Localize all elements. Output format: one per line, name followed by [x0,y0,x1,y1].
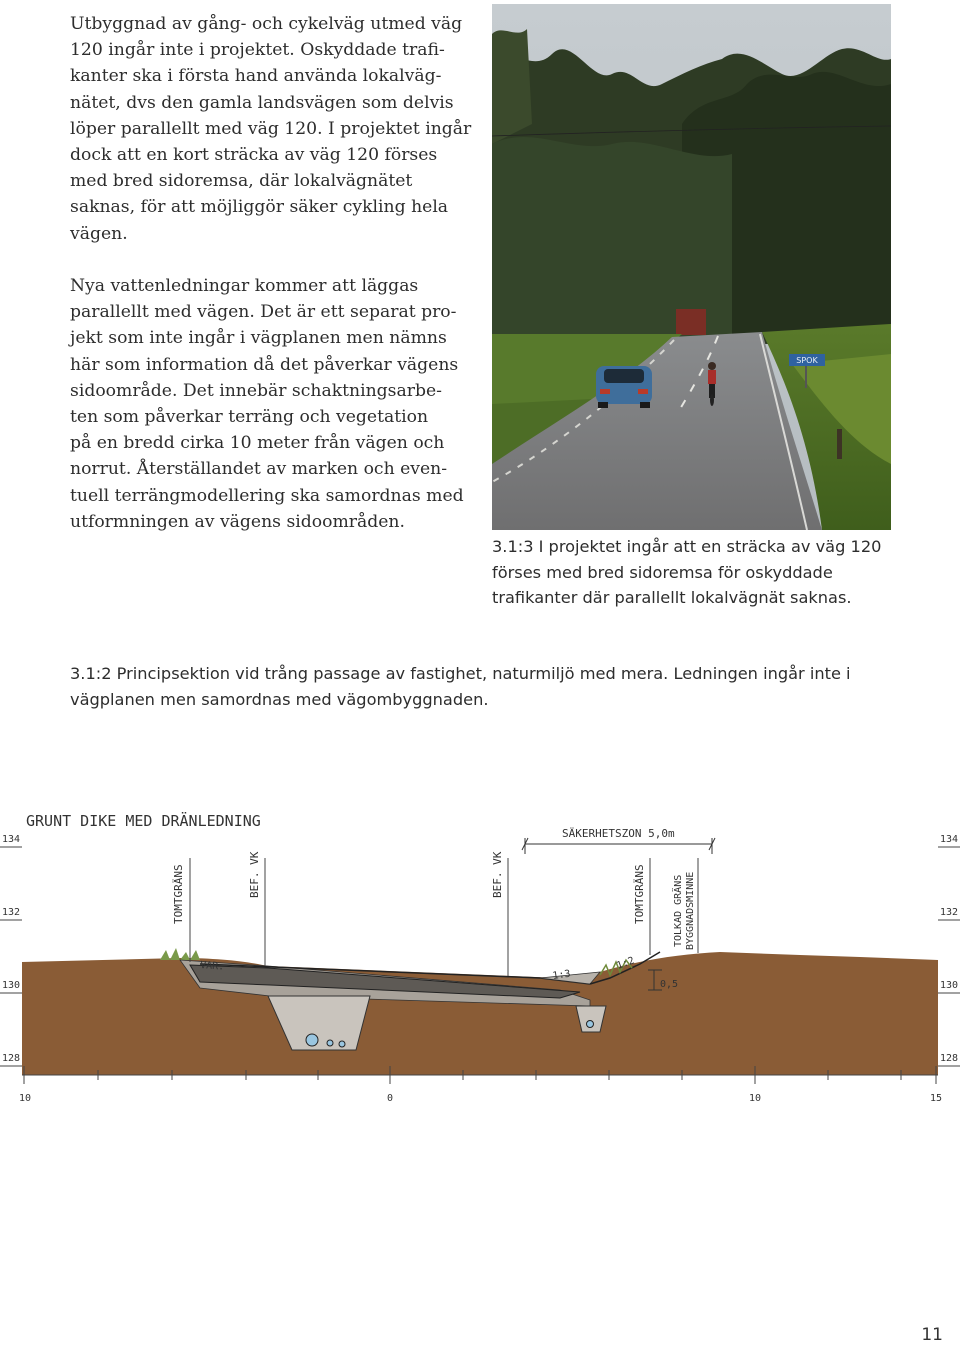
chainage-label: 15 [930,1093,943,1104]
elevation-label: 132 [940,907,959,918]
elevation-label: 132 [2,907,21,918]
text-line: Utbyggnad av gång- och cykelväg utmed väg [70,14,463,34]
text-line: norrut. Återställandet av marken och even- [70,459,448,480]
caption-line: 3.1:2 Principsektion vid trång passage av fastighet, naturmiljö med mera. Ledningen ingår inte i [70,664,851,683]
safety-zone-label: SÄKERHETSZON 5,0m [562,827,675,840]
text-line: 120 ingår inte i projektet. Oskyddade trafi- [70,40,445,61]
text-line: tuell terrängmodellering ska samordnas med [70,485,464,506]
vertical-label: TOLKAD GRÄNS [673,874,684,947]
text-line: vägen. [70,223,128,244]
text-line: sidoområde. Det innebär schaktningsarbe- [70,380,442,401]
vertical-label: TOMTGRÄNS [633,864,646,924]
elevation-label: 130 [2,980,21,991]
text-line: dock att en kort sträcka av väg 120 förses [70,145,438,166]
slope-label: VAR. [199,960,225,973]
chainage-label: 10 [19,1093,32,1104]
drawing-title: GRUNT DIKE MED DRÄNLEDNING [26,812,261,830]
text-line: här som information då det påverkar vägens [70,354,459,375]
text-line: parallellt med vägen. Det är ett separat pro- [70,302,457,323]
chainage-label: 0 [387,1093,394,1104]
caption-line: förses med bred sidoremsa för oskyddade [492,562,833,582]
vertical-label: BEF. VK [248,851,261,898]
text-line: nätet, dvs den gamla landsvägen som delvis [70,92,454,113]
body-paragraph-1 [70,11,480,247]
section-caption [70,661,930,712]
text-line: ten som påverkar terräng och vegetation [70,407,429,428]
text-line: löper parallellt med väg 120. I projektet ingår [70,118,472,139]
caption-line: trafikanter där parallellt lokalvägnät saknas. [492,588,852,607]
road-photo [492,4,891,530]
text-line: Nya vattenledningar kommer att läggas [70,276,419,296]
elevation-label: 128 [2,1053,21,1064]
text-line: jekt som inte ingår i vägplanen men nämns [70,328,447,349]
soil-body [22,952,938,1075]
dimension-label: 0,5 [660,979,679,990]
elevation-label: 130 [940,980,959,991]
page-number: 11 [921,1325,943,1345]
road-sign-text: SPOK [796,356,818,365]
slope-label: 1:2 [615,955,636,972]
vertical-label: TOMTGRÄNS [172,864,185,924]
caption-line: 3.1:3 I projektet ingår att en sträcka av väg 120 [492,537,882,556]
text-line: saknas, för att möjliggör säker cykling hela [70,197,449,218]
text-line: utformningen av vägens sidoområden. [70,511,405,532]
photo-caption [492,534,912,611]
caption-line: vägplanen men samordnas med vägombyggnaden. [70,689,489,709]
text-line: på en bredd cirka 10 meter från vägen och [70,433,445,454]
elevation-label: 134 [940,834,959,845]
text-line: kanter ska i första hand använda lokalväg- [70,66,442,87]
elevation-label: 128 [940,1053,959,1064]
cross-section-drawing [0,800,960,1120]
vertical-label: BYGGNADSMINNE [685,871,696,950]
slope-label: 1:3 [551,968,572,982]
elevation-label: 134 [2,834,21,845]
body-paragraph-2 [70,273,480,535]
vertical-label: BEF. VK [491,851,504,898]
text-line: med bred sidoremsa, där lokalvägnätet [70,171,413,192]
chainage-label: 10 [749,1093,762,1104]
